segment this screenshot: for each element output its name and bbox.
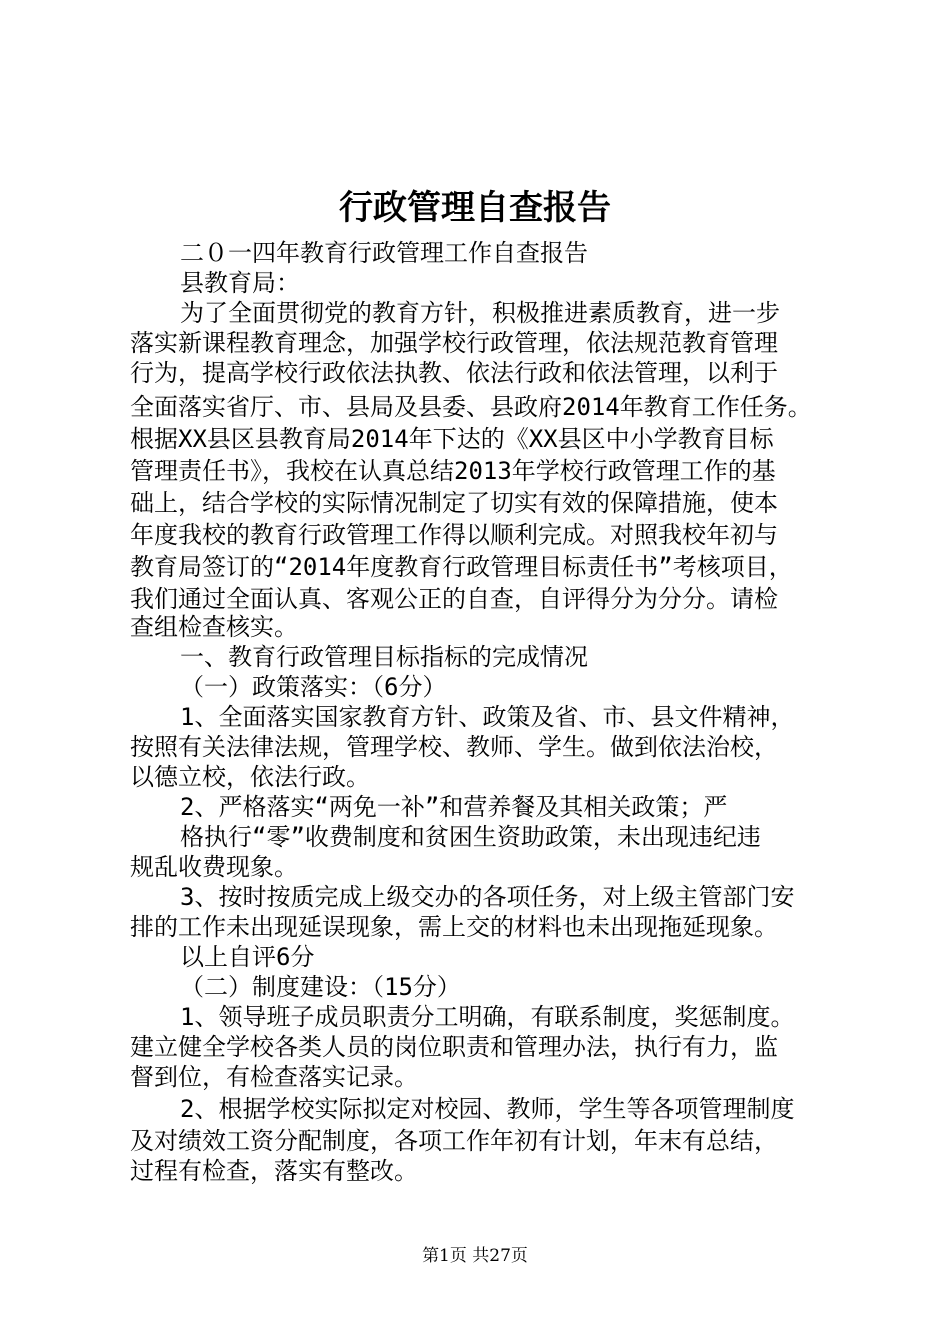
body-line: 排的工作未出现延误现象，需上交的材料也未出现拖延现象。	[130, 913, 778, 941]
body-line: 我们通过全面认真、客观公正的自查，自评得分为分分。请检	[130, 585, 778, 613]
body-line: 二０一四年教育行政管理工作自查报告	[180, 239, 588, 267]
body-line: 2、根据学校实际拟定对校园、教师，学生等各项管理制度	[180, 1095, 795, 1123]
body-line: 年度我校的教育行政管理工作得以顺利完成。对照我校年初与	[130, 521, 778, 549]
body-line: 以德立校，依法行政。	[130, 763, 370, 791]
body-line: 教育局签订的“2014年度教育行政管理目标责任书”考核项目，	[130, 553, 793, 581]
page-footer: 第1页 共27页	[422, 1246, 528, 1266]
body-line: 以上自评6分	[180, 943, 315, 971]
subsection-heading: （二）制度建设：（15分）	[180, 973, 461, 1001]
body-line: 全面落实省厅、市、县局及县委、县政府2014年教育工作任务。	[130, 393, 812, 421]
body-line: 格执行“零”收费制度和贫困生资助政策，未出现违纪违	[180, 823, 761, 851]
subsection-heading: （一）政策落实：（6分）	[180, 673, 447, 701]
body-line: 2、严格落实“两免一补”和营养餐及其相关政策；严	[180, 793, 728, 821]
body-line: 行为，提高学校行政依法执教、依法行政和依法管理，以利于	[130, 359, 778, 387]
body-line: 建立健全学校各类人员的岗位职责和管理办法，执行有力，监	[130, 1033, 778, 1061]
body-line: 1、全面落实国家教育方针、政策及省、市、县文件精神，	[180, 703, 795, 731]
body-line: 础上，结合学校的实际情况制定了切实有效的保障措施，使本	[130, 489, 778, 517]
section-heading: 一、教育行政管理目标指标的完成情况	[180, 643, 588, 671]
body-line: 过程有检查，落实有整改。	[130, 1157, 418, 1185]
body-line: 督到位，有检查落实记录。	[130, 1063, 418, 1091]
body-line: 查组检查核实。	[130, 613, 298, 641]
body-line: 3、按时按质完成上级交办的各项任务，对上级主管部门安	[180, 883, 795, 911]
body-line: 规乱收费现象。	[130, 853, 298, 881]
body-line: 落实新课程教育理念，加强学校行政管理，依法规范教育管理	[130, 329, 778, 357]
body-line: 根据XX县区县教育局2014年下达的《XX县区中小学教育目标	[130, 425, 774, 453]
document-title: 行政管理自查报告	[339, 188, 611, 228]
body-line: 及对绩效工资分配制度，各项工作年初有计划，年末有总结，	[130, 1127, 778, 1155]
body-line: 1、领导班子成员职责分工明确，有联系制度，奖惩制度。	[180, 1003, 795, 1031]
body-line: 为了全面贯彻党的教育方针，积极推进素质教育，进一步	[180, 299, 780, 327]
body-line: 按照有关法律法规，管理学校、教师、学生。做到依法治校，	[130, 733, 778, 761]
body-line: 管理责任书》，我校在认真总结2013年学校行政管理工作的基	[130, 457, 776, 485]
body-line: 县教育局：	[180, 269, 300, 297]
